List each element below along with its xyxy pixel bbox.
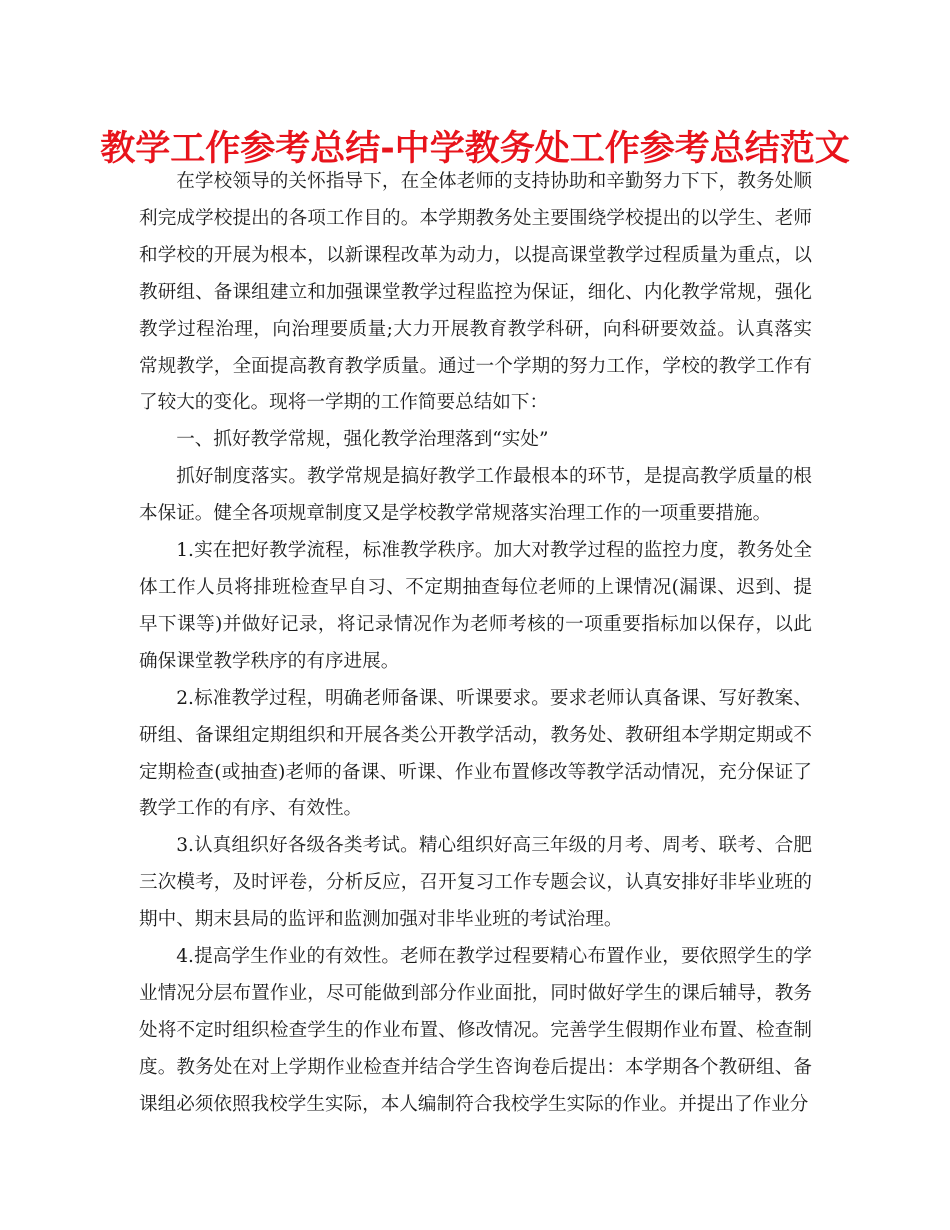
section-heading-1: 一、抓好教学常规，强化教学治理落到“实处” xyxy=(176,429,549,451)
document-title: 教学工作参考总结-中学教务处工作参考总结范文 xyxy=(100,129,850,169)
paragraph-item-4: 4.提高学生作业的有效性。老师在教学过程要精心布置作业，要依照学生的学业情况分层布置作业，尽可能做到部分作业面批，同时做好学生的课后辅导，教务处将不定时组织检查学生的作业布置、修改情况。完善学生假期作业布置、检查制度。教务处在对上学期作业检查并结合学生咨询卷后提出：本学期各个教研组、备课组必须依照我校学生实际，本人编制符合我校学生实际的作业。并提出了作业分 xyxy=(139,946,812,1115)
paragraph-item-1: 1.实在把好教学流程，标准教学秩序。加大对教学过程的监控力度，教务处全体工作人员将排班检查早自习、不定期抽查每位老师的上课情况(漏课、迟到、提早下课等)并做好记录，将记录情况作为老师考核的一项重要指标加以保存，以此确保课堂教学秩序的有序进展。 xyxy=(139,540,812,672)
paragraph-intro: 在学校领导的关怀指导下，在全体老师的支持协助和辛勤努力下下，教务处顺利完成学校提出的各项工作目的。本学期教务处主要围绕学校提出的以学生、老师和学校的开展为根本，以新课程改革为动力，以提高课堂教学过程质量为重点，以教研组、备课组建立和加强课堂教学过程监控为保证，细化、内化教学常规，强化教学过程治理，向治理要质量;大力开展教育教学科研，向科研要效益。认真落实常规教学，全面提高教育教学质量。通过一个学期的努力工作，学校的教学工作有了较大的变化。现将一学期的工作简要总结如下： xyxy=(139,171,812,414)
paragraph-item-2: 2.标准教学过程，明确老师备课、听课要求。要求老师认真备课、写好教案、研组、备课组定期组织和开展各类公开教学活动，教务处、教研组本学期定期或不定期检查(或抽查)老师的备课、听课、作业布置修改等教学活动情况，充分保证了教学工作的有序、有效性。 xyxy=(139,687,812,820)
paragraph-system: 抓好制度落实。教学常规是搞好教学工作最根本的环节，是提高教学质量的根本保证。健全各项规章制度又是学校教学常规落实治理工作的一项重要措施。 xyxy=(139,466,812,525)
paragraph-item-3: 3.认真组织好各级各类考试。精心组织好高三年级的月考、周考、联考、合肥三次模考，及时评卷，分析反应，召开复习工作专题会议，认真安排好非毕业班的期中、期末县局的监评和监测加强对非毕业班的考试治理。 xyxy=(139,835,812,931)
document-body xyxy=(139,164,812,1124)
